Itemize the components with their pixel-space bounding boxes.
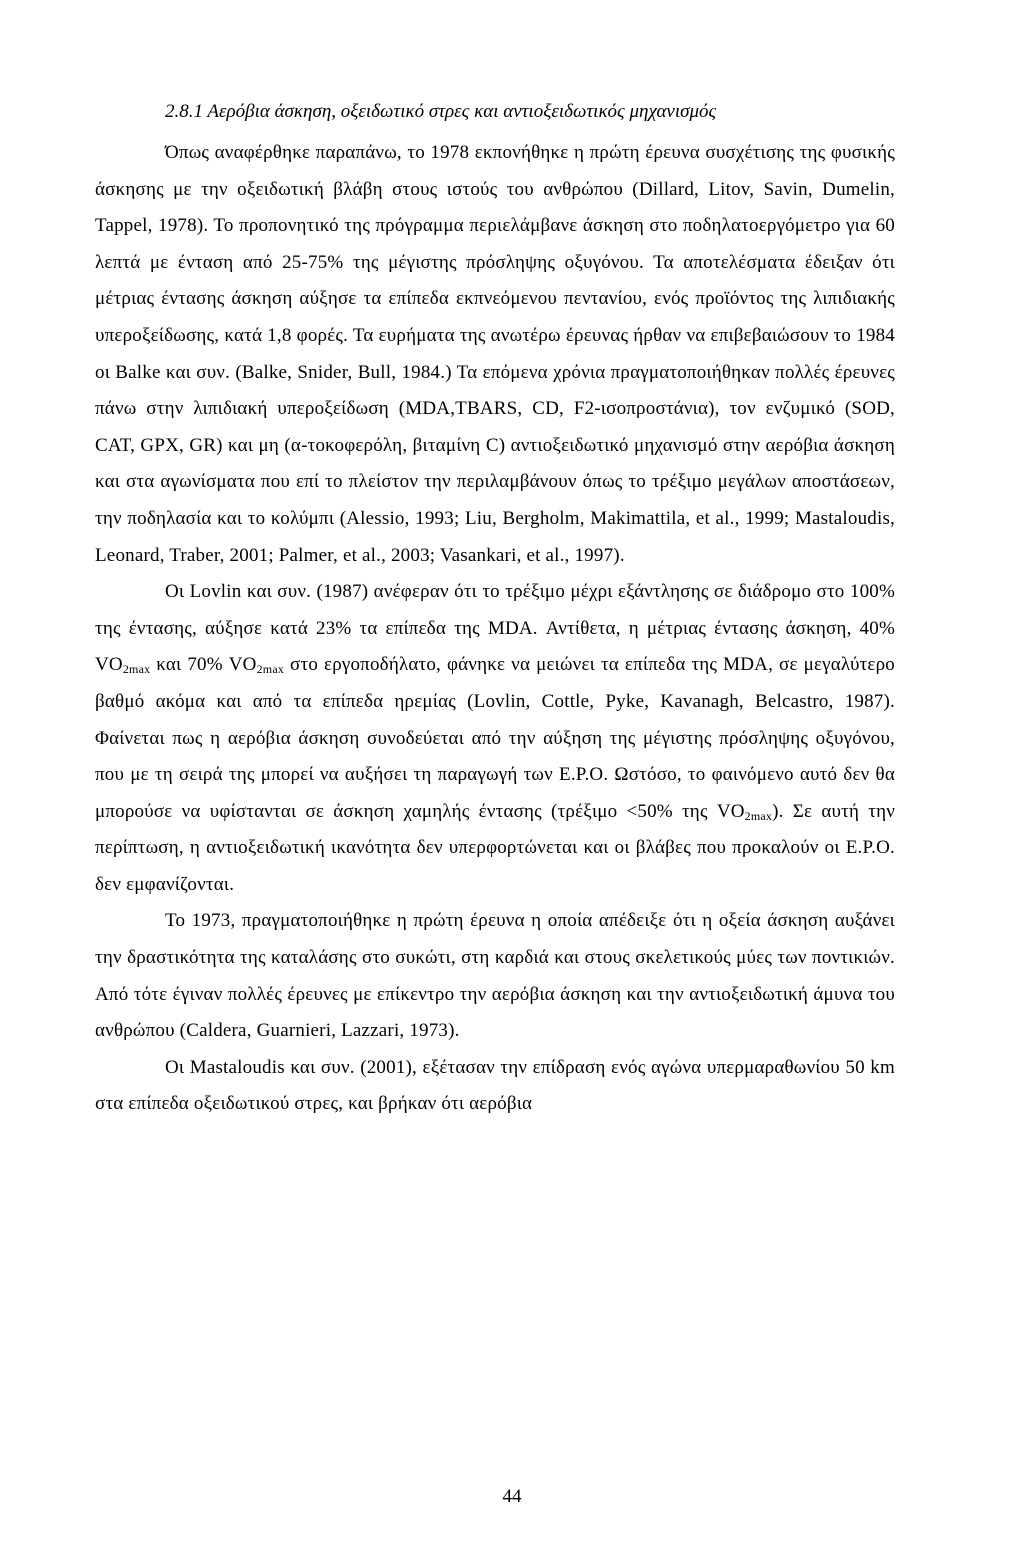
paragraph-4: Οι Mastaloudis και συν. (2001), εξέτασαν την επίδραση ενός αγώνα υπερμαραθωνίου 50 km στα επίπεδα οξειδωτικού στρες, και βρήκαν ότι αερόβια xyxy=(95,1056,895,1115)
paragraph-2-part-b: και 70% VO xyxy=(150,654,257,676)
page-number: 44 xyxy=(502,1486,522,1507)
paragraph-2 xyxy=(95,574,895,903)
paragraph-3: Το 1973, πραγματοποιήθηκε η πρώτη έρευνα η οποία απέδειξε ότι η οξεία άσκηση αυξάνει την δραστικότητα της καταλάσης στο συκώτι, στη καρδιά και στους σκελετικούς μύες των ποντικιών. Από τότε έγιναν πολλές έρευνες με επίκεντρο την αερόβια άσκηση και την αντιοξειδωτική άμυνα του ανθρώπου (Caldera, Guarnieri, Lazzari, 1973). xyxy=(95,910,895,1042)
vo2max-subscript-2: 2max xyxy=(256,662,285,677)
vo2max-subscript-3: 2max xyxy=(744,808,773,823)
section-heading: 2.8.1 Αερόβια άσκηση, οξειδωτικό στρες και αντιοξειδωτικός μηχανισμός xyxy=(165,101,717,122)
paragraph-2-part-c: στο εργοποδήλατο, φάνηκε να μειώνει τα επίπεδα της MDA, σε μεγαλύτερο βαθμό ακόμα και από τα επίπεδα ηρεμίας (Lovlin, Cottle, Pyke, Kavanagh, Belcastro, 1987). Φαίνεται πως η αερόβια άσκηση συνοδεύεται από την αύξηση της μέγιστης πρόσληψης οξυγόνου, που με τη σειρά της μπορεί να αυξήσει τη παραγωγή των Ε.Ρ.Ο. Ωστόσο, το φαινόμενο αυτό δεν θα μπορούσε να υφίστανται σε άσκηση χαμηλής έντασης (τρέξιμο <50% της VO xyxy=(95,654,895,822)
paragraph-2-part-a: Οι Lovlin και συν. (1987) ανέφεραν ότι το τρέξιμο μέχρι εξάντλησης σε διάδρομο στο 100% της έντασης, αύξησε κατά 23% τα επίπεδα της MDA. Αντίθετα, η μέτριας έντασης άσκηση, 40% VO xyxy=(95,581,895,676)
document-body xyxy=(95,100,895,1123)
vo2max-subscript-1: 2max xyxy=(122,662,151,677)
paragraph-2-part-d: ). Σε αυτή την περίπτωση, η αντιοξειδωτική ικανότητα δεν υπερφορτώνεται και οι βλάβες που προκαλούν οι Ε.Ρ.Ο. δεν εμφανίζονται. xyxy=(95,800,895,895)
paragraph-1: Όπως αναφέρθηκε παραπάνω, το 1978 εκπονήθηκε η πρώτη έρευνα συσχέτισης της φυσικής άσκησης με την οξειδωτική βλάβη στους ιστούς του ανθρώπου (Dillard, Litov, Savin, Dumelin, Tappel, 1978). Το προπονητικό της πρόγραμμα περιελάμβανε άσκηση στο ποδηλατοεργόμετρο για 60 λεπτά με ένταση από 25-75% της μέγιστης πρόσληψης οξυγόνου. Τα αποτελέσματα έδειξαν ότι μέτριας έντασης άσκηση αύξησε τα επίπεδα εκπνεόμενου πεντανίου, ενός προϊόντος της λιπιδιακής υπεροξείδωσης, κατά 1,8 φορές. Τα ευρήματα της ανωτέρω έρευνας ήρθαν να επιβεβαιώσουν το 1984 οι Balke και συν. (Balke, Snider, Bull, 1984.) Τα επόμενα χρόνια πραγματοποιήθηκαν πολλές έρευνες πάνω στην λιπιδιακή υπεροξείδωση (MDA,TBARS, CD, F2-ισοπροστάνια), τον ενζυμικό (SOD, CAT, GPX, GR) και μη (α-τοκοφερόλη, βιταμίνη C) αντιοξειδωτικό μηχανισμό στην αερόβια άσκηση και στα αγωνίσματα που επί το πλείστον την περιλαμβάνουν όπως το τρέξιμο μεγάλων αποστάσεων, την ποδηλασία και το κολύμπι (Alessio, 1993; Liu, Bergholm, Makimattila, et al., 1999; Mastaloudis, Leonard, Traber, 2001; Palmer, et al., 2003; Vasankari, et al., 1997). xyxy=(95,142,895,566)
